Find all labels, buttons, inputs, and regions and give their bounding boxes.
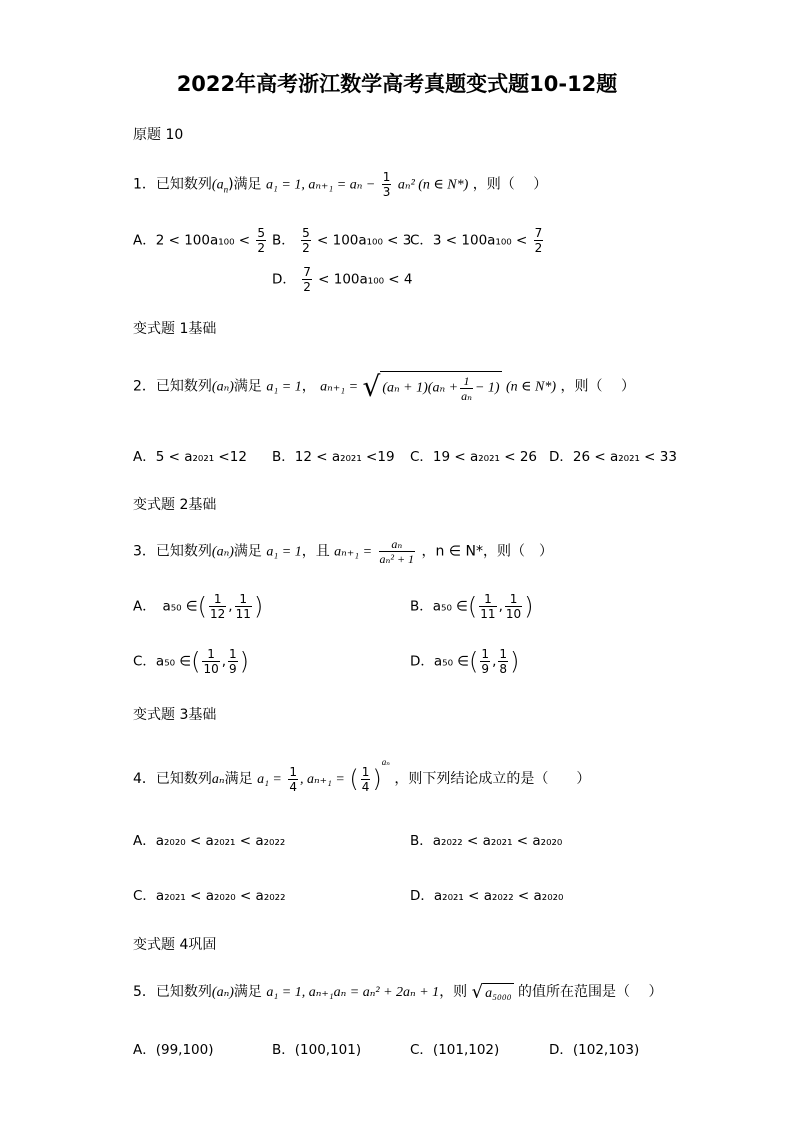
q2-frac-den: aₙ bbox=[461, 388, 472, 403]
q3-b-d2: 10 bbox=[505, 607, 522, 621]
q3-c-frac1 bbox=[202, 647, 219, 676]
q1-number: 1．已知数列 bbox=[133, 176, 212, 193]
q1-option-b-label: B． bbox=[272, 232, 295, 249]
q1-option-d-label: D． bbox=[272, 271, 296, 288]
q1-c-den: 2 bbox=[534, 241, 543, 255]
q1-b-den: 2 bbox=[302, 241, 310, 255]
q1-option-d-tail: < 100a₁₀₀ < 4 bbox=[318, 271, 413, 288]
q4-rparen: ) bbox=[372, 765, 382, 793]
q5-formula: a₁ = 1, aₙ₊₁aₙ = aₙ² + 2aₙ + 1 bbox=[266, 985, 440, 1000]
q3-b-n2: 1 bbox=[505, 592, 522, 607]
q2-frac-num: 1 bbox=[460, 374, 473, 389]
q3-a-frac1 bbox=[209, 592, 226, 621]
q4-frac-num: 1 bbox=[289, 764, 297, 779]
q1-option-a-frac bbox=[256, 226, 266, 255]
q4-option-c: C．a₂₀₂₁ < a₂₀₂₀ < a₂₀₂₂ bbox=[133, 888, 286, 904]
q4-mid: , aₙ₊₁ = bbox=[299, 772, 345, 787]
q1-frac-den: 3 bbox=[382, 185, 391, 199]
q1-option-b-tail: < 100a₁₀₀ < 3 bbox=[317, 232, 412, 249]
q1-c-num: 7 bbox=[534, 226, 543, 240]
q3-number: 3．已知数列 bbox=[133, 543, 212, 560]
q3-d-frac1 bbox=[480, 647, 490, 676]
q2-option-a: A．5 < a₂₀₂₁ <12 bbox=[133, 449, 247, 465]
q5-mid: ，则 bbox=[439, 984, 468, 1000]
question-4-stem bbox=[133, 757, 590, 794]
q4-base-fraction bbox=[361, 765, 371, 794]
q4-number: 4．已知数列 bbox=[133, 771, 212, 787]
q3-option-c: C．a₅₀ ∈( $\frac{1}{10}$ , $\frac{1}{9}$ ) bbox=[133, 647, 250, 676]
q4-frac-den: 4 bbox=[289, 779, 297, 794]
q4-sequence: aₙ bbox=[211, 772, 225, 787]
q1-option-d bbox=[272, 265, 413, 294]
q3-d-rparen: ) bbox=[510, 647, 520, 676]
q3-lhs: aₙ₊₁ = bbox=[334, 544, 373, 560]
q4-pow-den: 4 bbox=[361, 779, 370, 794]
q3-d-d1: 9 bbox=[481, 662, 490, 676]
q4-pow-num: 1 bbox=[361, 764, 370, 779]
q3-d-d2: 8 bbox=[499, 662, 507, 676]
q1-fraction bbox=[382, 170, 392, 199]
q1-sequence: (a bbox=[211, 177, 224, 193]
page-title: 2022年高考浙江数学高考真题变式题10-12题 bbox=[176, 72, 618, 96]
q3-b-rparen: ) bbox=[524, 592, 534, 621]
q1-option-b bbox=[272, 226, 411, 255]
q3-d-n2: 1 bbox=[499, 647, 507, 661]
q2-radical-sign: √ bbox=[362, 370, 381, 403]
q1-option-b-frac bbox=[301, 226, 311, 255]
q3-b-lparen: ( bbox=[467, 592, 478, 621]
q4-fraction bbox=[288, 765, 298, 794]
q1-a-num: 5 bbox=[257, 226, 266, 240]
q4-condition: 满足 bbox=[224, 771, 253, 787]
q2-rad-part2: − 1) bbox=[474, 380, 500, 396]
q1-formula: a₁ = 1, aₙ₊₁ = aₙ − bbox=[266, 177, 376, 193]
q3-frac-den: aₙ² + 1 bbox=[379, 552, 415, 566]
q1-sequence-sub: n bbox=[223, 184, 229, 195]
q3-condition: 满足 bbox=[233, 543, 262, 560]
q2-rad-part1: (aₙ + 1)(aₙ + bbox=[382, 380, 459, 396]
q3-c-lparen: ( bbox=[191, 647, 201, 676]
q4-option-a: A．a₂₀₂₀ < a₂₀₂₁ < a₂₀₂₂ bbox=[133, 833, 286, 849]
q3-a-lparen: ( bbox=[197, 592, 208, 621]
question-5-stem bbox=[133, 981, 663, 1003]
q4-a1: a₁ = bbox=[257, 772, 282, 787]
q1-option-c-text: C．3 < 100a₁₀₀ < bbox=[410, 232, 528, 249]
q3-sequence: (aₙ) bbox=[211, 544, 234, 560]
q3-d-frac2 bbox=[498, 647, 508, 676]
q1-option-a-text: A．2 < 100a₁₀₀ < bbox=[133, 232, 251, 249]
q3-a-frac2 bbox=[235, 592, 252, 621]
q3-b-d1: 11 bbox=[480, 607, 496, 621]
q3-a1: a₁ = 1 bbox=[266, 544, 302, 560]
q5-tail: 的值所在范围是（ ） bbox=[518, 984, 663, 1000]
q2-option-d: D．26 < a₂₀₂₁ < 33 bbox=[549, 449, 677, 465]
q3-c-n1: 1 bbox=[202, 647, 219, 662]
q2-radicand bbox=[380, 371, 501, 403]
q2-tail: ，则（ ） bbox=[560, 378, 635, 395]
q5-sequence: (aₙ) bbox=[211, 985, 234, 1000]
q3-option-c-label: C．a₅₀ ∈ bbox=[133, 653, 192, 670]
q3-c-frac2 bbox=[228, 647, 238, 676]
q4-exponent: aₙ bbox=[381, 757, 390, 767]
q3-a-rparen: ) bbox=[253, 592, 264, 621]
q1-option-c bbox=[410, 226, 545, 255]
question-1-stem bbox=[133, 170, 547, 199]
q3-option-a-label: A． a₅₀ ∈ bbox=[133, 598, 198, 615]
q4-tail: ，则下列结论成立的是（ ） bbox=[394, 771, 591, 787]
q2-domain: (n ∈ N*) bbox=[506, 379, 557, 395]
q3-fraction bbox=[379, 537, 416, 566]
q1-option-c-frac bbox=[534, 226, 544, 255]
q5-option-a: A．(99,100) bbox=[133, 1042, 214, 1058]
q4-lparen: ( bbox=[349, 765, 359, 793]
q2-option-b: B．12 < a₂₀₂₁ <19 bbox=[272, 449, 395, 465]
q3-frac-num: aₙ bbox=[379, 537, 416, 552]
section-variant-4: 变式题 4巩固 bbox=[133, 937, 217, 953]
q3-c-n2: 1 bbox=[229, 647, 237, 661]
q5-radical-sign: √ bbox=[471, 981, 484, 1003]
q4-option-d: D．a₂₀₂₁ < a₂₀₂₂ < a₂₀₂₀ bbox=[410, 888, 564, 904]
q1-option-d-frac bbox=[302, 265, 312, 294]
q1-tail: ，则（ ） bbox=[472, 176, 548, 193]
q1-option-a bbox=[133, 226, 268, 255]
q3-option-b-label: B．a₅₀ ∈ bbox=[410, 598, 468, 615]
section-original-10: 原题 10 bbox=[133, 127, 184, 143]
q3-c-d1: 10 bbox=[203, 662, 219, 676]
q2-number: 2．已知数列 bbox=[133, 378, 212, 395]
q3-a-n2: 1 bbox=[235, 592, 252, 607]
q2-condition: 满足 bbox=[233, 378, 262, 395]
q1-d-num: 7 bbox=[303, 265, 311, 279]
section-variant-1: 变式题 1基础 bbox=[133, 321, 217, 337]
q3-b-n1: 1 bbox=[479, 592, 496, 607]
q3-mid: ，且 bbox=[301, 543, 330, 560]
q3-option-d: D．a₅₀ ∈( $\frac{1}{9}$ , $\frac{1}{8}$ ) bbox=[410, 647, 520, 676]
q1-d-den: 2 bbox=[303, 280, 311, 294]
q1-sequence-close: ) bbox=[228, 176, 234, 193]
q1-formula-tail: aₙ² (n ∈ N*) bbox=[397, 177, 469, 193]
q5-number: 5．已知数列 bbox=[133, 984, 212, 1000]
q3-c-d2: 9 bbox=[229, 662, 237, 676]
q3-option-d-label: D．a₅₀ ∈ bbox=[410, 653, 470, 670]
q3-c-rparen: ) bbox=[239, 647, 250, 676]
q2-a1: a₁ = 1 bbox=[266, 379, 302, 395]
q5-radicand: a₅₀₀₀ bbox=[483, 983, 513, 1002]
q3-b-frac1 bbox=[479, 592, 496, 621]
q2-option-c: C．19 < a₂₀₂₁ < 26 bbox=[410, 449, 537, 465]
q3-a-d2: 11 bbox=[235, 607, 251, 621]
q2-fraction bbox=[460, 374, 473, 403]
q3-b-frac2 bbox=[505, 592, 522, 621]
q5-option-d: D．(102,103) bbox=[549, 1042, 640, 1058]
q3-a-n1: 1 bbox=[209, 592, 226, 607]
q1-frac-num: 1 bbox=[382, 170, 391, 184]
q4-option-b: B．a₂₀₂₂ < a₂₀₂₁ < a₂₀₂₀ bbox=[410, 833, 563, 849]
q2-lhs: aₙ₊₁ = bbox=[320, 379, 359, 395]
q3-option-a: A． a₅₀ ∈( $\frac{1}{12}$ , $\frac{1}{11}$ ) bbox=[133, 592, 264, 621]
question-2-stem bbox=[133, 370, 635, 403]
q3-d-n1: 1 bbox=[481, 647, 490, 661]
q3-option-b: B．a₅₀ ∈( $\frac{1}{11}$ , $\frac{1}{10}$ ) bbox=[410, 592, 534, 621]
q2-comma: ， bbox=[301, 378, 316, 395]
q3-d-lparen: ( bbox=[469, 647, 479, 676]
question-3-stem bbox=[133, 537, 553, 566]
q1-b-num: 5 bbox=[302, 226, 310, 240]
q3-a-d1: 12 bbox=[210, 607, 226, 621]
q1-a-den: 2 bbox=[257, 241, 266, 255]
q5-option-c: C．(101,102) bbox=[410, 1042, 500, 1058]
q3-after: ，n ∈ N*，则（ ） bbox=[421, 543, 553, 560]
q2-sequence: (aₙ) bbox=[211, 379, 234, 395]
section-variant-2: 变式题 2基础 bbox=[133, 497, 217, 513]
section-variant-3: 变式题 3基础 bbox=[133, 707, 217, 723]
q5-condition: 满足 bbox=[233, 984, 262, 1000]
q1-condition: 满足 bbox=[233, 176, 262, 193]
q5-option-b: B．(100,101) bbox=[272, 1042, 362, 1058]
